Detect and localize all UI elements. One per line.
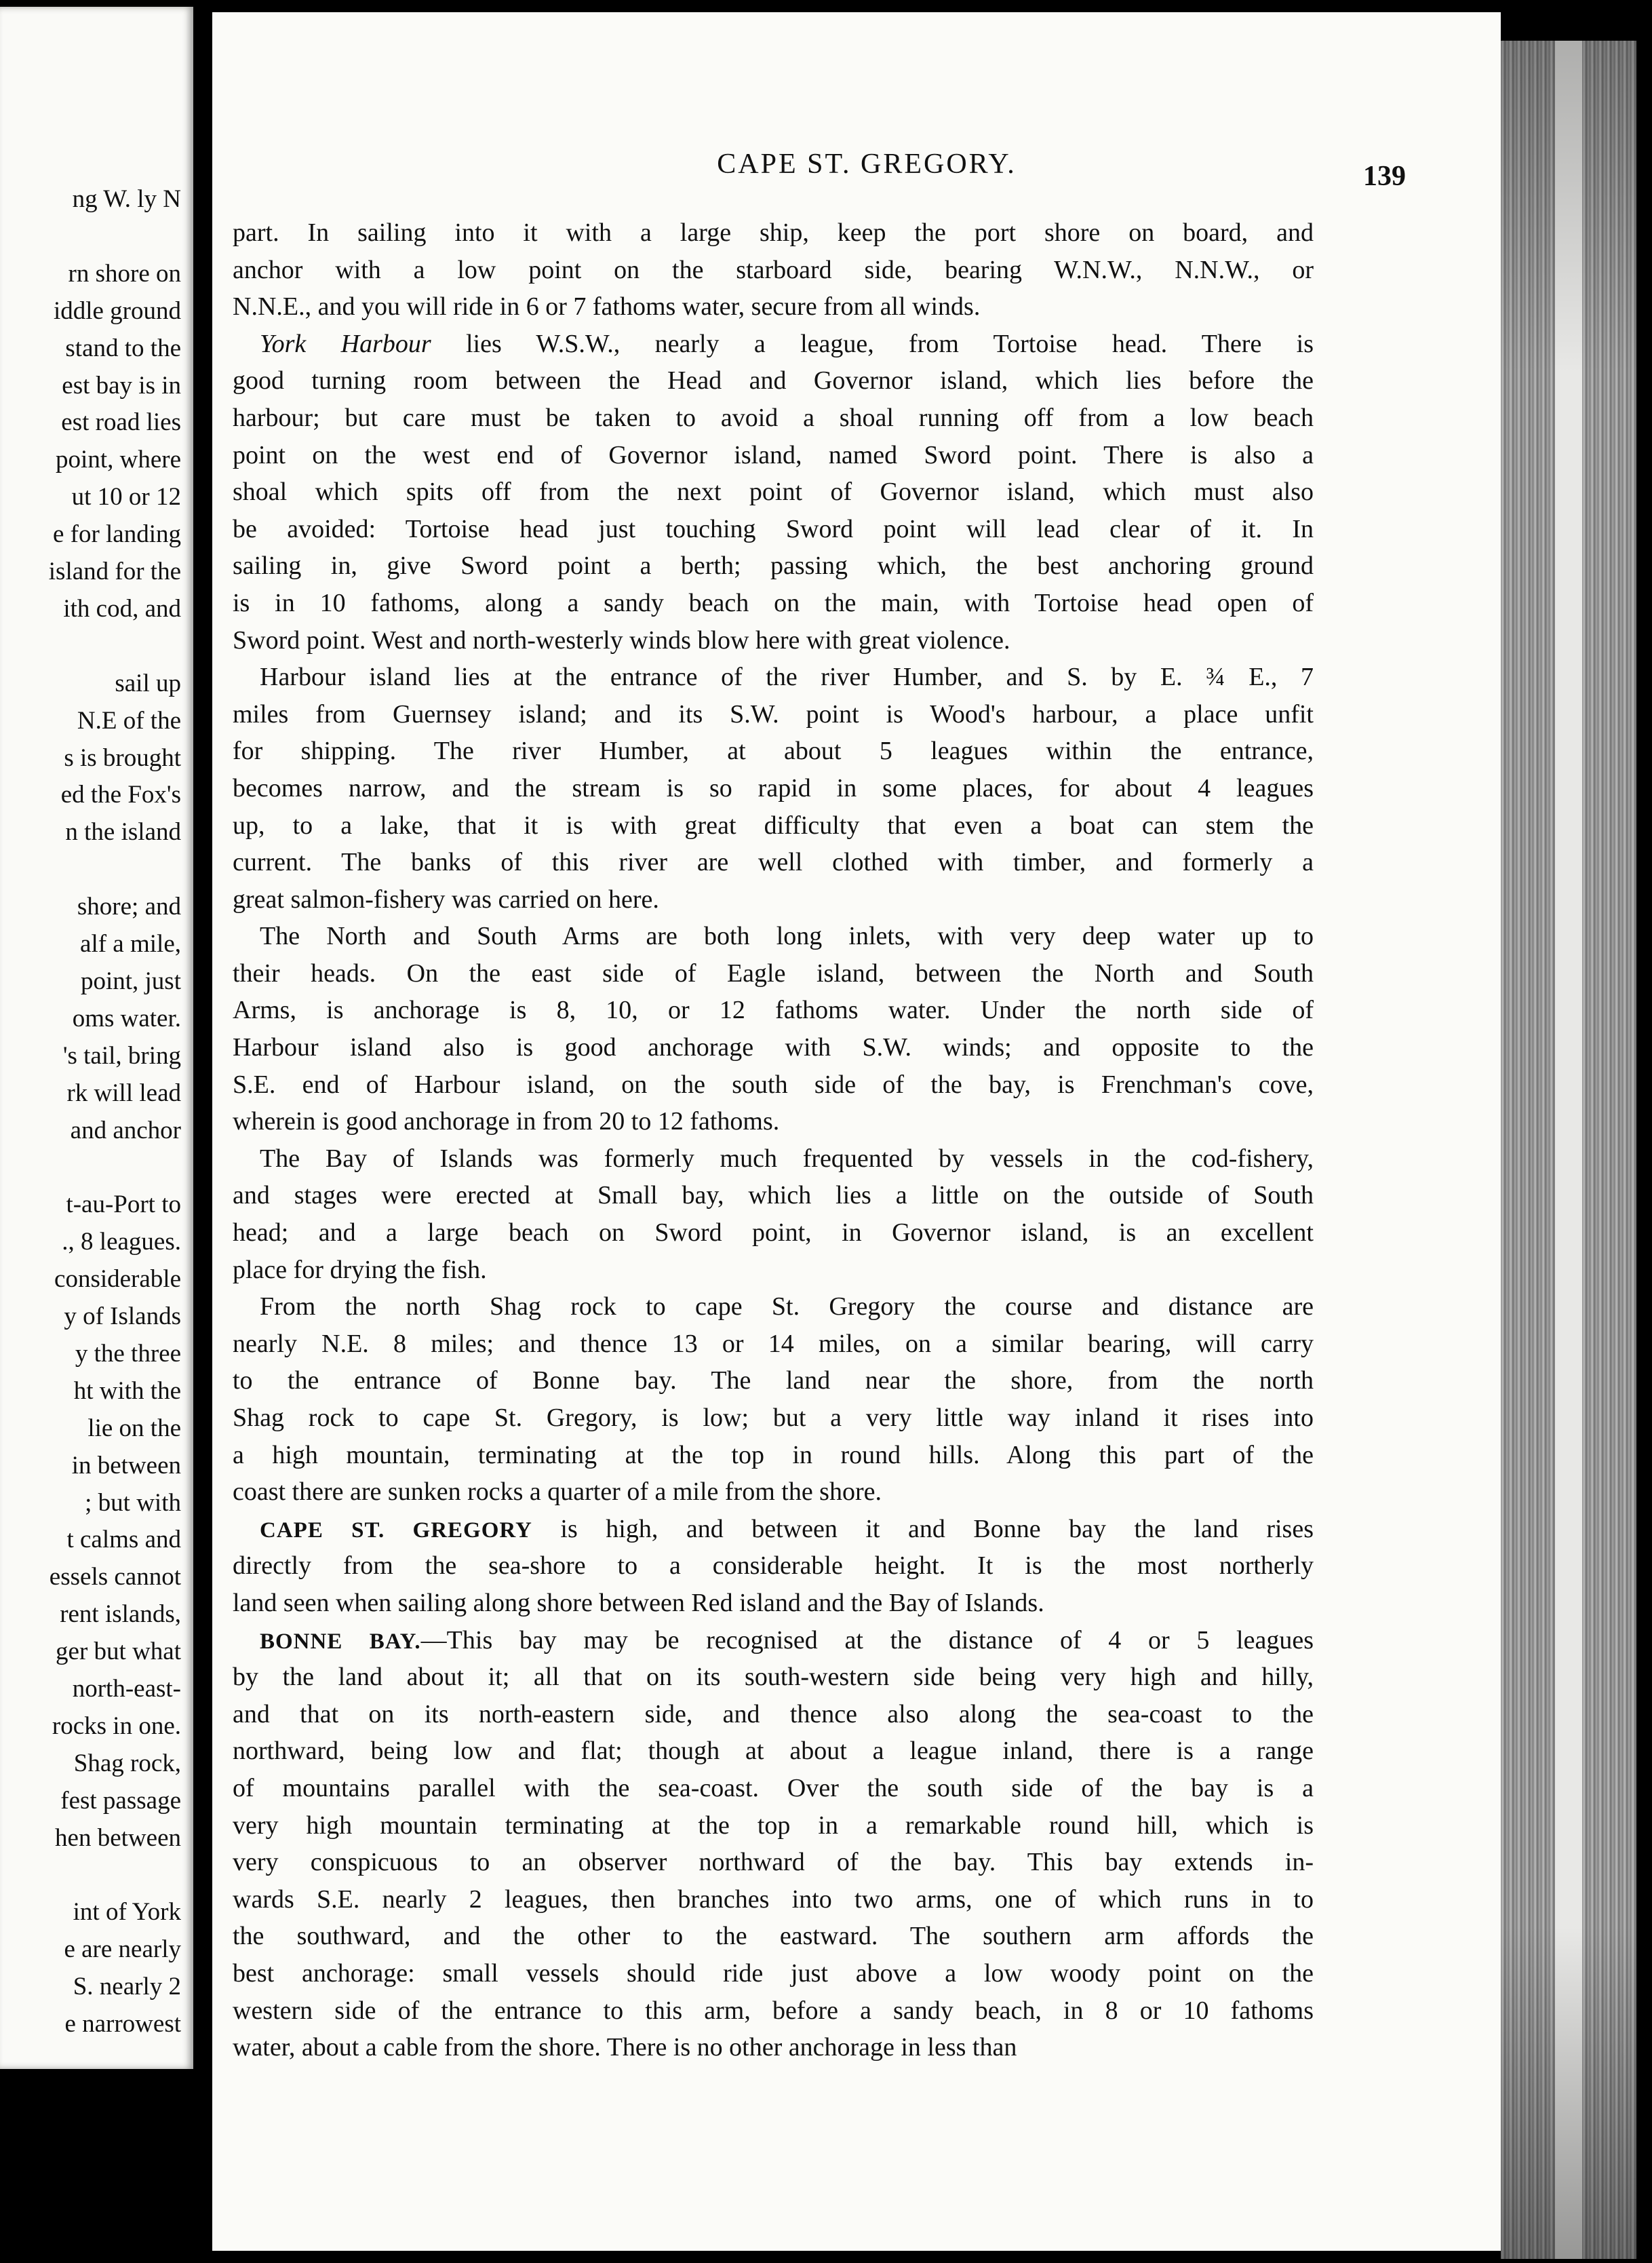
line-text: —This bay may be recognised at the distance of 4 or 5 leagues [420,1625,1314,1655]
line-text: directly from the sea-shore to a considerable height. It is the most northerly [233,1551,1314,1581]
text-line [233,881,1314,918]
paragraph [233,326,1314,659]
line-text: and that on its north-eastern side, and thence also along the sea-coast to the [233,1699,1314,1728]
line-text: nearly N.E. 8 miles; and thence 13 or 14 miles, on a similar bearing, will carry [233,1329,1314,1358]
line-text: is high, and between it and Bonne bay the land rises [532,1514,1314,1543]
text-line [233,992,1314,1029]
left-page-line: ith cod, and [63,594,181,623]
left-page-line: e narrowest [64,2010,181,2038]
left-page-line: essels cannot [49,1563,181,1591]
left-page-line: point, just [80,967,181,995]
text-line [233,1770,1314,1807]
line-text: lies W.S.W., nearly a league, from Tortoise head. There is [431,329,1314,358]
left-page-line: lie on the [87,1414,181,1442]
line-text: coast there are sunken rocks a quarter of a mile from the shore. [233,1477,882,1507]
line-text: water, about a cable from the shore. There is no other anchorage in less than [233,2033,1017,2062]
line-text: a high mountain, terminating at the top in round hills. Along this part of the [233,1440,1314,1469]
left-page-line: s is brought [64,743,181,772]
text-line [233,1696,1314,1733]
text-line [233,1659,1314,1696]
text-line [233,585,1314,622]
text-line [233,733,1314,770]
left-page-line: y of Islands [64,1302,181,1330]
line-text: harbour; but care must be taken to avoid a shoal running off from a low beach [233,403,1314,432]
text-line [233,1437,1314,1474]
text-line [233,2029,1314,2066]
book-page-edges [1501,41,1636,2259]
left-page-line: rn shore on [68,259,181,288]
text-line [233,1622,1314,1659]
text-line [233,547,1314,585]
line-text: to the entrance of Bonne bay. The land near the shore, from the north [233,1366,1314,1395]
left-page-line: ut 10 or 12 [71,483,181,511]
line-text: good turning room between the Head and Governor island, which lies before the [233,366,1314,395]
line-text: northward, being low and flat; though at about a league inland, there is a range [233,1737,1314,1766]
text-line [233,1252,1314,1289]
line-text: place for drying the fish. [233,1255,487,1284]
page-body-text [233,214,1314,2066]
line-text: shoal which spits off from the next point of Governor island, which must also [233,478,1314,507]
line-text: Harbour island also is good anchorage with S.W. winds; and opposite to the [233,1033,1314,1062]
line-text: great salmon-fishery was carried on here. [233,885,659,914]
left-page-line: considerable [54,1265,181,1294]
text-line [233,1103,1314,1140]
line-text: becomes narrow, and the stream is so rapid in some places, for about 4 leagues [233,773,1314,802]
left-page-line: ht with the [73,1376,181,1405]
text-line [233,511,1314,548]
line-text: Sword point. West and north-westerly winds blow here with great violence. [233,625,1010,655]
text-line [233,362,1314,400]
line-text: The Bay of Islands was formerly much frequented by vessels in the cod-fishery, [260,1144,1314,1173]
line-text: head; and a large beach on Sword point, in Governor island, is an excellent [233,1218,1314,1247]
line-text: western side of the entrance to this arm, before a sandy beach, in 8 or 10 fathoms [233,1996,1314,2025]
left-page-line: hen between [55,1823,181,1852]
running-header: CAPE ST. GREGORY. [717,149,1017,180]
text-line [233,1918,1314,1955]
left-page-line: ., 8 leagues. [62,1228,181,1256]
left-page-line: ; but with [85,1488,181,1517]
line-text: wherein is good anchorage in from 20 to 12 fathoms. [233,1107,780,1136]
text-line [233,1326,1314,1363]
text-line [233,1881,1314,1918]
italic-heading: York Harbour [260,329,431,358]
left-page-line: and anchor [70,1116,181,1144]
left-page-line: island for the [48,558,181,585]
left-page-line: rocks in one. [52,1711,181,1740]
line-text: land seen when sailing along shore between Red island and the Bay of Islands. [233,1588,1044,1617]
line-text: is in 10 fathoms, along a sandy beach on the main, with Tortoise head open of [233,588,1314,617]
line-text: miles from Guernsey island; and its S.W. point is Wood's harbour, a place unfit [233,699,1314,729]
left-page-line: t-au-Port to [66,1191,181,1219]
left-page-line: iddle ground [53,296,181,325]
left-page-line: e are nearly [64,1935,181,1964]
left-page-line: Shag rock, [73,1749,181,1777]
text-line [233,1955,1314,1992]
text-line [233,955,1314,992]
line-text: by the land about it; all that on its south-western side being very high and hilly, [233,1663,1314,1692]
text-line [233,1807,1314,1844]
left-page-line: oms water. [72,1004,181,1032]
line-text: and stages were erected at Small bay, which lies a little on the outside of South [233,1181,1314,1210]
left-page-line: north-east- [72,1675,181,1703]
left-page-line: est bay is in [62,371,181,400]
paragraph [233,1511,1314,1622]
book-page [212,12,1501,2251]
left-page-line: rk will lead [66,1079,181,1107]
left-page-line: sail up [115,669,181,697]
text-line [233,214,1314,252]
paragraph [233,1622,1314,2066]
left-page-line: e for landing [52,520,181,549]
paragraph [233,214,1314,326]
line-text: part. In sailing into it with a large ship, keep the port shore on board, and [233,218,1314,247]
left-page-line: 's tail, bring [62,1041,181,1070]
text-line [233,437,1314,474]
text-line [233,1992,1314,2030]
left-page-line: y the three [75,1339,181,1368]
facing-page-left [0,7,193,2069]
line-text: sailing in, give Sword point a berth; passing which, the best anchoring ground [233,552,1314,581]
left-page-line: stand to the [65,334,181,362]
left-page-line: t calms and [66,1526,181,1554]
text-line [233,844,1314,881]
line-text: very high mountain terminating at the top in a remarkable round hill, which is [233,1811,1314,1840]
paragraph [233,659,1314,918]
text-line [233,1177,1314,1214]
text-line [233,288,1314,326]
paragraph [233,918,1314,1140]
left-page-line: point, where [56,446,181,474]
line-text: of mountains parallel with the sea-coast. Over the south side of the bay is a [233,1773,1314,1802]
page-number: 139 [1363,161,1406,192]
left-page-line: ng W. ly N [72,185,181,213]
line-text: From the north Shag rock to cape St. Gregory the course and distance are [260,1292,1314,1321]
text-line [233,1029,1314,1066]
left-page-line: fest passage [60,1786,181,1815]
line-text: their heads. On the east side of Eagle island, between the North and South [233,959,1314,988]
line-text: S.E. end of Harbour island, on the south side of the bay, is Frenchman's cove, [233,1070,1314,1099]
section-heading: CAPE ST. GREGORY [260,1517,532,1543]
line-text: for shipping. The river Humber, at about 5 leagues within the entrance, [233,737,1314,766]
line-text: point on the west end of Governor island, named Sword point. There is also a [233,440,1314,469]
line-text: Arms, is anchorage is 8, 10, or 12 fathoms water. Under the north side of [233,996,1314,1025]
left-page-line: ed the Fox's [60,781,181,809]
section-heading: BONNE BAY. [260,1629,421,1654]
text-line [233,1288,1314,1326]
text-line [233,1362,1314,1399]
left-page-line: ger but what [56,1638,181,1666]
text-line [233,696,1314,733]
paragraph [233,1288,1314,1511]
line-text: best anchorage: small vessels should ride just above a low woody point on the [233,1958,1314,1988]
text-line [233,1511,1314,1548]
text-line [233,1140,1314,1178]
left-page-line: N.E of the [77,706,181,735]
paragraph [233,1140,1314,1288]
left-page-line: alf a mile, [80,930,181,958]
text-line [233,326,1314,363]
text-line [233,659,1314,696]
text-line [233,1473,1314,1511]
left-page-line: rent islands, [60,1600,181,1629]
text-line [233,918,1314,955]
text-line [233,1844,1314,1881]
text-line [233,807,1314,845]
left-page-line: S. nearly 2 [73,1973,181,2001]
left-page-line: est road lies [61,408,181,437]
line-text: Shag rock to cape St. Gregory, is low; but a very little way inland it rises into [233,1404,1314,1432]
line-text: up, to a lake, that it is with great difficulty that even a boat can stem the [233,811,1314,840]
line-text: Harbour island lies at the entrance of the river Humber, and S. by E. ¾ E., 7 [260,663,1314,692]
text-line [233,1547,1314,1585]
left-page-line: n the island [65,818,181,847]
line-text: The North and South Arms are both long inlets, with very deep water up to [260,922,1314,951]
line-text: wards S.E. nearly 2 leagues, then branches into two arms, one of which runs in to [233,1884,1314,1914]
left-page-line: in between [71,1451,181,1479]
text-line [233,1399,1314,1437]
left-page-line: int of York [73,1898,181,1927]
text-line [233,1585,1314,1622]
text-line [233,1733,1314,1770]
text-line [233,622,1314,659]
line-text: very conspicuous to an observer northward of the bay. This bay extends in- [233,1848,1314,1877]
line-text: be avoided: Tortoise head just touching Sword point will lead clear of it. In [233,514,1314,543]
text-line [233,252,1314,289]
line-text: N.N.E., and you will ride in 6 or 7 fathoms water, secure from all winds. [233,292,981,322]
line-text: the southward, and the other to the eastward. The southern arm affords the [233,1922,1314,1951]
text-line [233,770,1314,807]
left-page-line: shore; and [77,893,181,921]
line-text: anchor with a low point on the starboard side, bearing W.N.W., N.N.W., or [233,255,1314,284]
text-line [233,473,1314,511]
text-line [233,400,1314,437]
text-line [233,1066,1314,1104]
line-text: current. The banks of this river are well clothed with timber, and formerly a [233,848,1314,877]
text-line [233,1214,1314,1252]
